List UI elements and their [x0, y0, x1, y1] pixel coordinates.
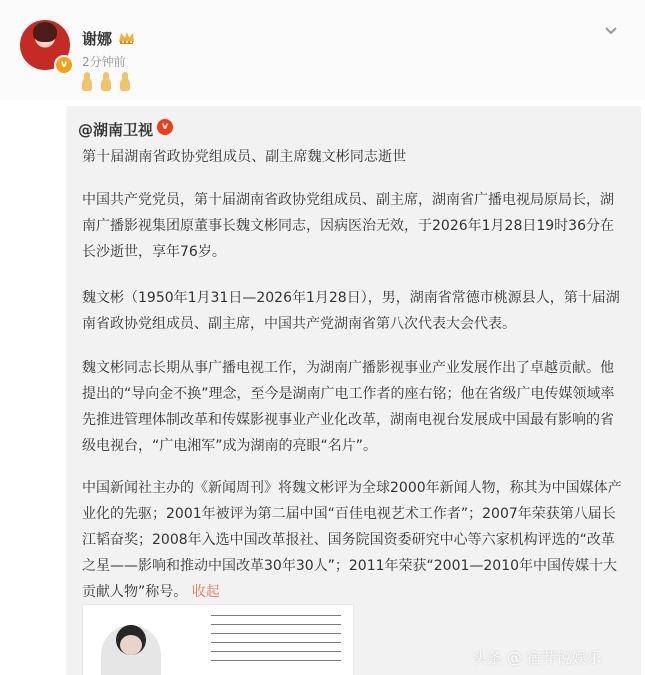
post-paragraph-4-text: 中国新闻社主办的《新闻周刊》将魏文彬评为全球2000年新闻人物，称其为中国媒体产业化的先驱；2001年被评为第二届中国“百佳电视艺术工作者”；2007年荣获第八届长江韬奋奖；2008年入选中国改革报社、国务院国资委研究中心等六家机构评选的“改革之星——影响和推动中国改革30年30人”；2011年荣获“2001—2010年中国传媒十大贡献人物”称号。 [82, 480, 622, 600]
reaction-row [82, 78, 130, 91]
collapse-link[interactable]: 收起 [191, 584, 220, 600]
verified-icon: v [157, 119, 173, 135]
watermark: 头条 @ 宿莽锐娱乐 [472, 649, 602, 667]
candle-icon [120, 78, 130, 91]
portrait-image [101, 625, 161, 675]
timestamp: 2分钟前 [82, 55, 126, 69]
post-paragraph-1: 中国共产党党员，第十届湖南省政协党组成员、副主席，湖南省广播电视局原局长，湖南广播影视集团原董事长魏文彬同志，因病医治无效，于2026年1月28日19时36分在长沙逝世，享年76岁。 [82, 192, 614, 260]
username[interactable]: 谢娜 [82, 30, 113, 48]
document-lines [211, 615, 341, 669]
post-paragraph-3: 魏文彬同志长期从事广播电视工作，为湖南广播影视事业产业发展作出了卓越贡献。他提出的“导向金不换”理念，至今是湖南广电工作者的座右铭；他在省级广电传媒领域率先推进管理体制改革和传媒影视事业产业化改革，湖南电视台发展成中国最有影响的省级电视台，“广电湘军”成为湖南的亮眼“名片”。 [82, 360, 615, 454]
verified-badge: v [54, 55, 74, 75]
post-header [0, 0, 645, 100]
post-paragraph-2: 魏文彬（1950年1月31日—2026年1月28日），男，湖南省常德市桃源县人，第十届湖南省政协党组成员、副主席，中国共产党湖南省第八次代表大会代表。 [82, 290, 620, 332]
attached-image[interactable] [82, 604, 354, 675]
crown-icon [118, 30, 135, 45]
post-title: 第十届湖南省政协党组成员、副主席魏文彬同志逝世 [82, 149, 407, 165]
candle-icon [101, 78, 111, 91]
post-paragraph-4 [82, 475, 622, 605]
candle-icon [82, 78, 92, 91]
chevron-down-icon[interactable] [603, 22, 619, 38]
repost-author[interactable]: @湖南卫视 [78, 121, 154, 139]
